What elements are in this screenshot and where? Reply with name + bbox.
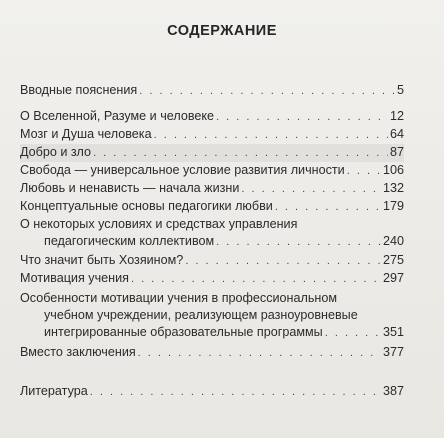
- toc-entry-page: 351: [382, 325, 404, 339]
- toc-entry-page: 12: [389, 109, 404, 123]
- toc-leader-dots: [154, 127, 388, 144]
- toc-entry-page: 106: [382, 163, 404, 177]
- toc-entry-page: 377: [382, 345, 404, 359]
- toc-entry[interactable]: [20, 108, 404, 126]
- toc-leader-dots: [325, 325, 381, 342]
- toc-entry-title: Что значит быть Хозяином?: [20, 253, 184, 267]
- toc-entry[interactable]: [20, 383, 404, 401]
- toc-entry-title: Свобода — универсальное условие развития личности: [20, 163, 345, 177]
- toc-entry-page: 179: [382, 199, 404, 213]
- toc-entry-title: Мотивация учения: [20, 271, 129, 285]
- toc-entry-title: Добро и зло: [20, 145, 92, 159]
- toc-entry-title-line: учебном учреждении, реализующем разноуровневые: [44, 308, 358, 322]
- toc-entry-title: педагогическим коллективом: [44, 234, 215, 248]
- toc-entry-page: 132: [382, 181, 404, 195]
- toc-entry-page: 275: [382, 253, 404, 267]
- toc-entry-page: 387: [382, 384, 404, 398]
- toc-entry[interactable]: [20, 344, 404, 362]
- toc-entry[interactable]: [20, 82, 404, 100]
- toc-entry-page: 5: [396, 83, 404, 97]
- toc-entry-title: Литература: [20, 384, 88, 398]
- toc-heading: СОДЕРЖАНИЕ: [167, 23, 277, 39]
- toc-entry[interactable]: [20, 162, 404, 180]
- toc-leader-dots: [139, 83, 395, 100]
- toc-entry[interactable]: [20, 290, 404, 342]
- toc-entry[interactable]: [20, 144, 404, 162]
- toc-entry-title: интегрированные образовательные программы: [44, 325, 323, 339]
- toc-leader-dots: [131, 271, 381, 288]
- toc-leader-dots: [93, 145, 388, 162]
- toc-leader-dots: [275, 199, 381, 216]
- toc-leader-dots: [347, 163, 381, 180]
- toc-entry[interactable]: [20, 180, 404, 198]
- toc-leader-dots: [90, 384, 381, 401]
- toc-entry[interactable]: [20, 252, 404, 270]
- toc-leader-dots: [216, 109, 388, 126]
- toc-entry-title-line: Особенности мотивации учения в профессиональном: [20, 291, 338, 305]
- toc-entry-title: Любовь и ненависть — начала жизни: [20, 181, 240, 195]
- toc-leader-dots: [216, 234, 381, 251]
- toc-entry-page: 240: [382, 234, 404, 248]
- toc-entry-title: Вводные пояснения: [20, 83, 138, 97]
- toc-leader-dots: [138, 345, 381, 362]
- toc-entry-title: О Вселенной, Разуме и человеке: [20, 109, 215, 123]
- toc-entry-page: 87: [389, 145, 404, 159]
- toc-entry-page: 297: [382, 271, 404, 285]
- toc-entry[interactable]: [20, 270, 404, 288]
- toc-entry[interactable]: [20, 126, 404, 144]
- toc-entry[interactable]: [20, 216, 404, 251]
- toc-leader-dots: [241, 181, 381, 198]
- toc-leader-dots: [185, 253, 381, 270]
- toc-entry-title: Вместо заключения: [20, 345, 136, 359]
- toc-entry-title: Мозг и Душа человека: [20, 127, 152, 141]
- toc-entry-title: Концептуальные основы педагогики любви: [20, 199, 273, 213]
- toc-entry[interactable]: [20, 198, 404, 216]
- toc-entry-page: 64: [389, 127, 404, 141]
- toc-entry-title-line: О некоторых условиях и средствах управления: [20, 217, 298, 231]
